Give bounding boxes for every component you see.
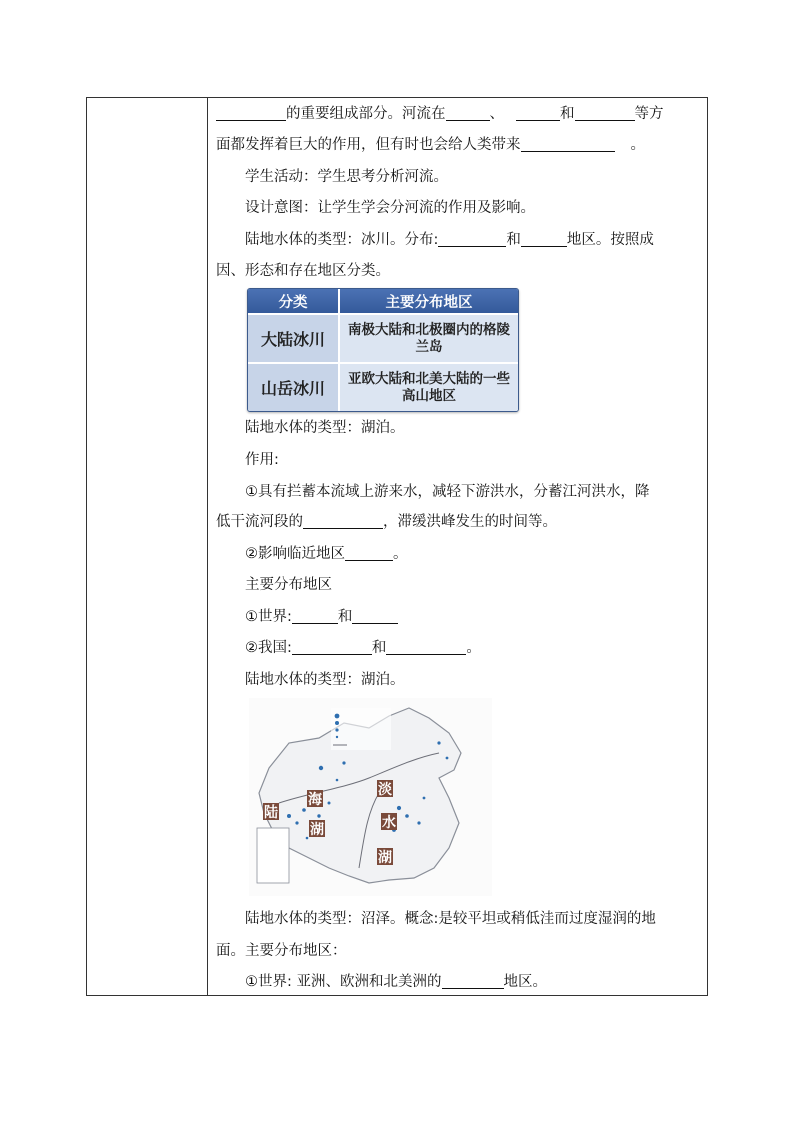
fill-blank[interactable]	[442, 971, 504, 989]
text-line-9: ①具有拦蓄本流域上游来水，减轻下游洪水，分蓄江河洪水，降	[245, 484, 650, 500]
text-line-3: 学生活动：学生思考分析河流。	[245, 169, 448, 185]
table-row	[248, 362, 518, 411]
text-line-18: ①世界: 亚洲、欧洲和北美洲的 地区。	[216, 970, 699, 994]
text-line-10: 低干流河段的 ，滞缓洪峰发生的时间等。	[216, 510, 699, 534]
text-line-8: 作用:	[245, 452, 279, 468]
fill-blank[interactable]	[521, 229, 567, 247]
fill-blank[interactable]	[438, 229, 506, 247]
glacier-classification-table	[247, 288, 519, 412]
text-line-4: 设计意图：让学生学会分河流的作用及影响。	[245, 200, 535, 216]
text-line-13: ①世界: 和	[216, 605, 699, 629]
text-line-14: ②我国: 和 。	[216, 636, 699, 660]
south-sea-inset	[257, 828, 289, 883]
header-region: 主要分布地区	[385, 294, 473, 311]
text-line-7: 陆地水体的类型：湖泊。	[245, 420, 405, 436]
text-line-16: 陆地水体的类型：沼泽。概念:是较平坦或稍低洼而过度湿润的地	[245, 911, 656, 927]
text-line-12: 主要分布地区	[245, 577, 332, 593]
text-line-17: 面。主要分布地区：	[216, 943, 347, 959]
map-label: 湖	[378, 850, 392, 866]
fill-blank[interactable]	[575, 103, 635, 121]
text-line-2: 面都发挥着巨大的作用，但有时也会给人类带来 。	[216, 133, 699, 157]
fill-blank[interactable]	[216, 103, 286, 121]
fill-blank[interactable]	[516, 103, 560, 121]
table-header	[248, 289, 518, 313]
map-label: 湖	[310, 822, 324, 838]
header-type: 分类	[248, 289, 340, 313]
text-line-6: 因、形态和存在地区分类。	[216, 263, 390, 279]
china-lakes-map-graphic	[249, 698, 492, 896]
map-label: 海	[308, 792, 322, 808]
fill-blank[interactable]	[521, 134, 615, 152]
text-line-11: ②影响临近地区 。	[216, 542, 699, 566]
text-line-15: 陆地水体的类型：湖泊。	[245, 672, 405, 688]
map-label: 水	[382, 815, 396, 831]
glacier-region: 南极大陆和北极圈内的格陵兰岛	[340, 315, 518, 362]
map-label: 淡	[378, 782, 392, 798]
fill-blank[interactable]	[303, 511, 383, 529]
text-line-5: 陆地水体的类型：冰川。分布: 和 地区。按照成	[216, 228, 699, 252]
glacier-region: 亚欧大陆和北美大陆的一些高山地区	[340, 364, 518, 411]
map-label: 陆	[264, 805, 278, 821]
text-line-1: 的重要组成部分。河流在 、 和 等方	[216, 102, 699, 126]
china-lakes-map	[249, 698, 492, 896]
table-row	[248, 313, 518, 362]
legend-box	[331, 708, 391, 750]
glacier-type: 大陆冰川	[248, 315, 340, 362]
fill-blank[interactable]	[352, 606, 398, 624]
fill-blank[interactable]	[386, 637, 466, 655]
fill-blank[interactable]	[292, 637, 372, 655]
fill-blank[interactable]	[345, 543, 393, 561]
fill-blank[interactable]	[446, 103, 490, 121]
lesson-table	[86, 97, 708, 996]
fill-blank[interactable]	[292, 606, 338, 624]
left-column-cell	[87, 98, 208, 995]
glacier-type: 山岳冰川	[248, 364, 340, 411]
